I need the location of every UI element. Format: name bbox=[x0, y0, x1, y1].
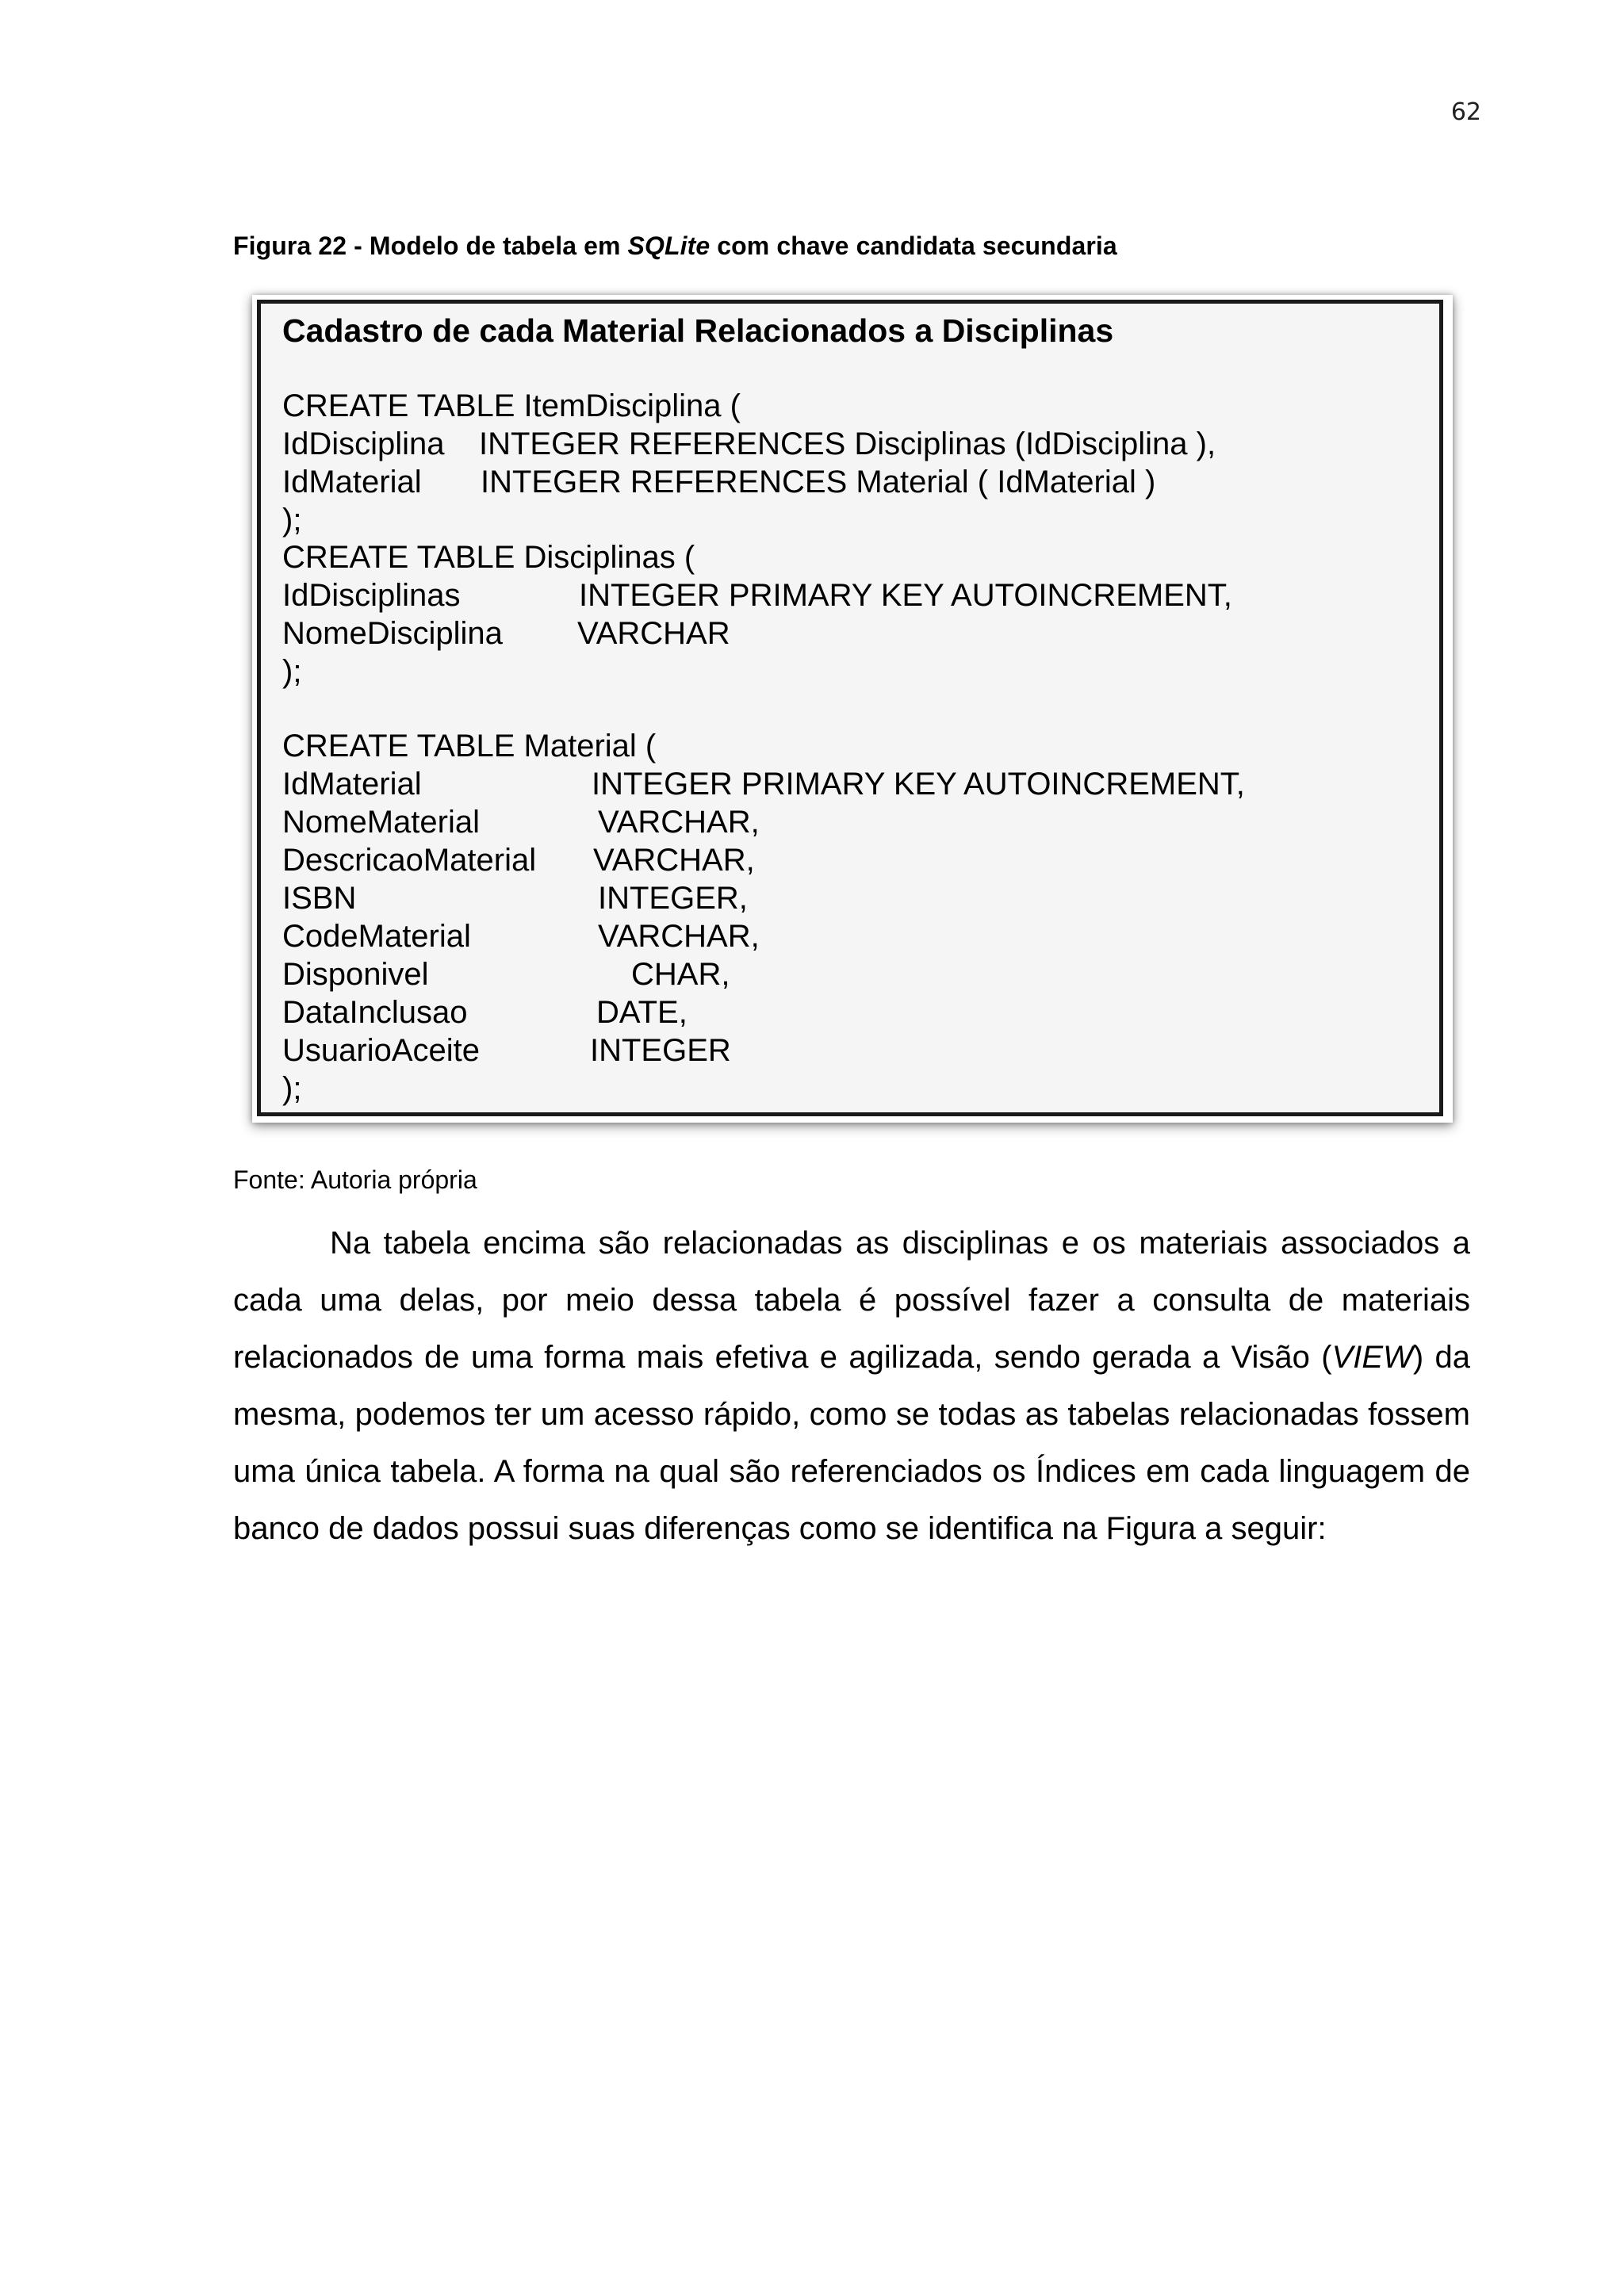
code-line-type: INTEGER, bbox=[598, 881, 748, 916]
figure-caption-suffix: com chave candidata secundaria bbox=[710, 232, 1117, 260]
code-line: UsuarioAceite bbox=[282, 1033, 481, 1068]
code-line: ); bbox=[282, 1071, 302, 1106]
code-line: IdMaterial bbox=[282, 767, 422, 802]
code-line: CREATE TABLE Disciplinas ( bbox=[282, 540, 695, 575]
code-line: CodeMaterial bbox=[282, 919, 471, 954]
figure-caption bbox=[233, 232, 1117, 261]
code-line-type: VARCHAR, bbox=[593, 843, 755, 878]
code-line: ); bbox=[282, 503, 302, 538]
code-line: IdDisciplinas bbox=[282, 578, 461, 613]
code-line-type: INTEGER PRIMARY KEY AUTOINCREMENT, bbox=[592, 767, 1245, 802]
page-number: 62 bbox=[1450, 98, 1481, 126]
code-line-type: INTEGER REFERENCES Material ( IdMaterial ) bbox=[481, 465, 1156, 499]
code-line: IdMaterial bbox=[282, 465, 422, 499]
paragraph-italic: VIEW bbox=[1331, 1340, 1413, 1375]
code-line: CREATE TABLE ItemDisciplina ( bbox=[282, 388, 741, 423]
code-line: Disponivel bbox=[282, 957, 429, 992]
code-line-type: DATE, bbox=[596, 995, 688, 1030]
code-line: DescricaoMaterial bbox=[282, 843, 537, 878]
code-line: DataInclusao bbox=[282, 995, 468, 1030]
code-line-type: INTEGER REFERENCES Disciplinas (IdDisciplina ), bbox=[479, 427, 1216, 461]
code-line-type: VARCHAR, bbox=[598, 919, 760, 954]
code-line-type: INTEGER bbox=[590, 1033, 731, 1068]
code-line-type: VARCHAR bbox=[577, 616, 730, 651]
code-line: ISBN bbox=[282, 881, 357, 916]
figure-source: Fonte: Autoria própria bbox=[233, 1165, 477, 1194]
figure-caption-prefix: Figura 22 - Modelo de tabela em bbox=[233, 232, 628, 260]
code-line: NomeMaterial bbox=[282, 805, 480, 840]
body-paragraph bbox=[233, 1215, 1470, 1557]
code-line-type: VARCHAR, bbox=[598, 805, 760, 840]
figure-caption-italic: SQLite bbox=[627, 232, 710, 260]
paragraph-text-2: ) da mesma, podemos ter um acesso rápido, como se todas as tabelas relacionadas fossem uma única tabela. A forma na qual são referenciados os Índices em cada linguagem de banco de dados possui suas diferenças como se identifica na Figura a seguir: bbox=[233, 1340, 1470, 1546]
code-line-type: INTEGER PRIMARY KEY AUTOINCREMENT, bbox=[579, 578, 1232, 613]
paragraph-text-1: Na tabela encima são relacionadas as disciplinas e os materiais associados a cada uma delas, por meio dessa tabela é possível fazer a consulta de materiais relacionados de uma forma mais efetiva e agilizada, sendo gerada a Visão ( bbox=[233, 1226, 1470, 1375]
code-line: CREATE TABLE Material ( bbox=[282, 729, 657, 763]
code-line: IdDisciplina bbox=[282, 427, 445, 461]
code-line: NomeDisciplina bbox=[282, 616, 503, 651]
code-line-type: CHAR, bbox=[631, 957, 730, 992]
code-line: ); bbox=[282, 654, 302, 689]
code-block-title: Cadastro de cada Material Relacionados a Disciplinas bbox=[282, 312, 1114, 349]
